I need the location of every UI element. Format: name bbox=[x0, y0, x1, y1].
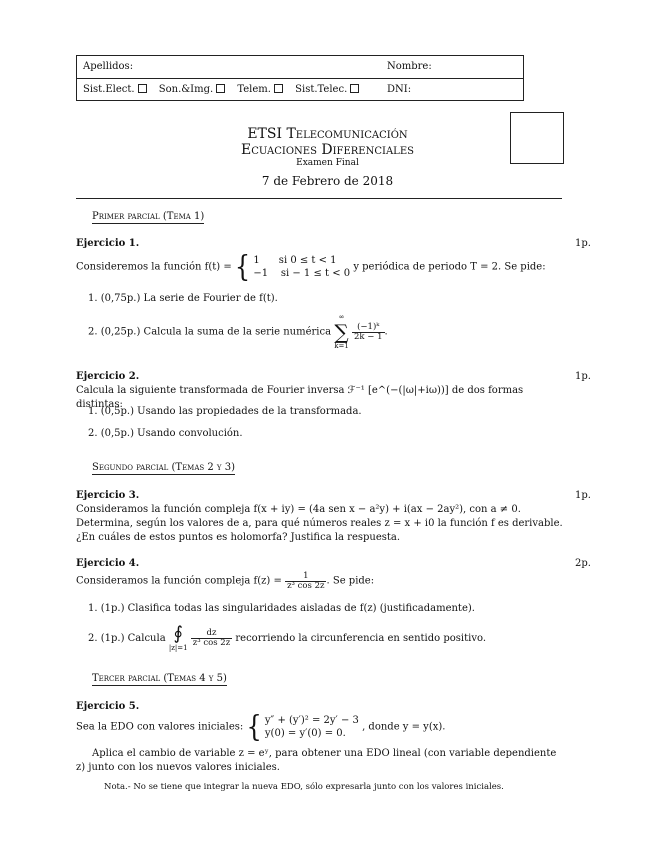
exercise-4-title: Ejercicio 4. bbox=[76, 558, 140, 569]
exercise-1-title: Ejercicio 1. bbox=[76, 238, 140, 249]
title-rule bbox=[76, 198, 562, 199]
sum-symbol bbox=[334, 313, 349, 351]
checkbox-telem[interactable] bbox=[274, 84, 283, 93]
exercise-1-item-1: 1. (0,75p.) La serie de Fourier de f(t). bbox=[88, 293, 278, 304]
exercise-1-item-2 bbox=[88, 313, 388, 351]
integrand-numerator: dz bbox=[191, 629, 232, 639]
checkbox-sist-telec[interactable] bbox=[350, 84, 359, 93]
period: . bbox=[384, 326, 388, 338]
ex1-intro-b: y periódica de periodo T = 2. Se pide: bbox=[353, 261, 546, 273]
option-sist-elect: Sist.Elect. bbox=[83, 84, 135, 95]
left-brace: { bbox=[246, 710, 262, 744]
ex5-intro-b: , donde y = y(x). bbox=[362, 721, 446, 733]
fn-numerator: 1 bbox=[285, 572, 326, 582]
exercise-1-statement bbox=[76, 250, 564, 284]
exercise-3-title: Ejercicio 3. bbox=[76, 490, 140, 501]
exercise-5-title: Ejercicio 5. bbox=[76, 701, 140, 712]
student-info-box bbox=[76, 55, 524, 101]
series-fraction bbox=[352, 323, 385, 342]
sum-lower: k=1 bbox=[334, 342, 349, 350]
sigma: ∑ bbox=[334, 320, 349, 344]
option-son-img: Son.&Img. bbox=[158, 84, 214, 95]
sum-upper: ∞ bbox=[338, 313, 345, 321]
school-title: ETSI Telecomunicación bbox=[247, 126, 408, 142]
exercise-5-statement bbox=[76, 710, 564, 744]
exercise-2-points: 1p. bbox=[575, 371, 591, 382]
exercise-4-points: 2p. bbox=[575, 558, 591, 569]
dni-label: DNI: bbox=[387, 84, 412, 95]
ex4-intro-b: . Se pide: bbox=[326, 575, 375, 587]
exercise-1-points: 1p. bbox=[575, 238, 591, 249]
part-3-heading: Tercer parcial (Temas 4 y 5) bbox=[92, 673, 227, 684]
integrand-fraction bbox=[191, 629, 232, 648]
header-row-2 bbox=[77, 78, 523, 101]
ex4-intro-a: Consideramos la función compleja f(z) = bbox=[76, 575, 282, 587]
integrand-denominator: z³ cos 2z bbox=[192, 638, 231, 648]
exam-date: 7 de Febrero de 2018 bbox=[261, 174, 394, 188]
part-1-heading: Primer parcial (Tema 1) bbox=[92, 211, 205, 222]
exercise-4-item-2 bbox=[88, 624, 486, 653]
exercise-5-note: Nota.- No se tiene que integrar la nueva EDO, sólo expresarla junto con los valores iniciales. bbox=[104, 782, 504, 792]
exercise-2-title: Ejercicio 2. bbox=[76, 371, 140, 382]
titulacion-options bbox=[83, 79, 368, 101]
part-2-heading: Segundo parcial (Temas 2 y 3) bbox=[92, 462, 235, 473]
exercise-2-item-1: 1. (0,5p.) Usando las propiedades de la transformada. bbox=[88, 406, 362, 417]
option-telem: Telem. bbox=[237, 84, 271, 95]
exercise-4-item-1: 1. (1p.) Clasifica todas las singularidades aisladas de f(z) (justificadamente). bbox=[88, 603, 475, 614]
ex1-intro-a: Consideremos la función f(t) = bbox=[76, 261, 232, 273]
oint-symbol: ∮ bbox=[173, 623, 183, 644]
fraction-denominator: 2k − 1 bbox=[354, 331, 383, 342]
ex1-item2-text: 2. (0,25p.) Calcula la suma de la serie numérica bbox=[88, 326, 332, 338]
ode-equation: y″ + (y′)² = 2y′ − 3 bbox=[264, 715, 359, 726]
case-2: −1 si − 1 ≤ t < 0 bbox=[253, 268, 351, 279]
ivp-system bbox=[265, 714, 359, 740]
exercise-3-statement: Consideramos la función compleja f(x + iy) = (4a sen x − a²y) + i(ax − 2ay²), con a ≠ 0. Determina, según los valores de a, para qué números reales z = x + i0 la función f es derivable. ¿En cuáles de estos puntos es holomorfa? Justifica la respuesta. bbox=[76, 504, 563, 543]
ex4-item2-b: recorriendo la circunferencia en sentido positivo. bbox=[235, 633, 486, 644]
initial-conditions: y(0) = y′(0) = 0. bbox=[264, 728, 346, 739]
header-row-1 bbox=[77, 56, 523, 78]
left-brace: { bbox=[234, 250, 251, 284]
ex5-intro-a: Sea la EDO con valores iniciales: bbox=[76, 721, 244, 733]
piecewise-cases bbox=[253, 254, 350, 280]
exercise-2-statement: Calcula la siguiente transformada de Fourier inversa ℱ⁻¹ [e^(−(|ω|+iω))] de dos formas distintas: bbox=[76, 385, 524, 410]
fraction-numerator: (−1)ᵏ bbox=[352, 323, 385, 333]
exam-type: Examen Final bbox=[296, 158, 359, 168]
subject-title: Ecuaciones Diferenciales bbox=[241, 142, 414, 158]
checkbox-son-img[interactable] bbox=[216, 84, 225, 93]
exercise-2-item-2: 2. (0,5p.) Usando convolución. bbox=[88, 428, 243, 439]
exercise-4-statement bbox=[76, 572, 564, 591]
exercise-5-instructions: Aplica el cambio de variable z = eʸ, para obtener una EDO lineal (con variable dependiente z) junto con los nuevos valores iniciales. bbox=[76, 748, 557, 773]
option-sist-telec: Sist.Telec. bbox=[295, 84, 348, 95]
case-1: 1 si 0 ≤ t < 1 bbox=[253, 255, 337, 266]
function-fraction bbox=[285, 572, 326, 591]
nombre-label: Nombre: bbox=[387, 61, 432, 72]
ex4-item2-a: 2. (1p.) Calcula bbox=[88, 633, 166, 644]
checkbox-sist-elect[interactable] bbox=[138, 84, 147, 93]
exercise-3-points: 1p. bbox=[575, 490, 591, 501]
apellidos-label: Apellidos: bbox=[83, 61, 134, 72]
fn-denominator: z³ cos 2z bbox=[287, 581, 325, 591]
contour-label: |z|=1 bbox=[168, 644, 188, 652]
contour-integral bbox=[169, 624, 188, 653]
